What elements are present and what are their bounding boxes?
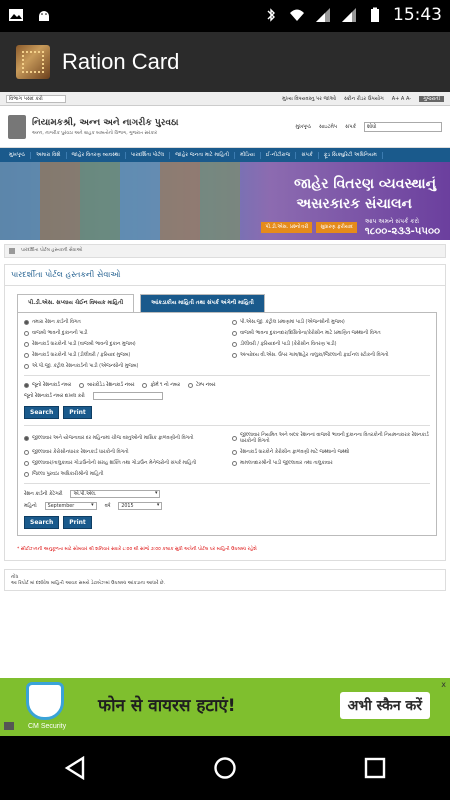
note-title: નોંધ bbox=[11, 575, 19, 580]
ad-brand: CM Security bbox=[28, 723, 67, 730]
card-category-row bbox=[24, 490, 430, 498]
tab-supply-chain[interactable]: પી.ડી.એસ. સપ્લાય ચેઈન વિષયક માહિતી bbox=[17, 294, 134, 312]
ad-cta-button[interactable]: अभी स्कैन करें bbox=[340, 692, 430, 719]
divider bbox=[24, 375, 430, 376]
radio[interactable] bbox=[24, 342, 29, 347]
radio-selected[interactable] bbox=[24, 436, 29, 441]
divider bbox=[24, 483, 430, 484]
language-button[interactable]: ગુજરાતી bbox=[419, 96, 444, 102]
print-button[interactable]: Print bbox=[63, 406, 92, 419]
breadcrumb-text: પારદર્શિતા પોર્ટલ હસ્તકની સેવાઓ bbox=[21, 248, 83, 253]
banner-line2: અસરકારક સંચાલન bbox=[296, 196, 412, 212]
nav-item-about[interactable]: અમારા વિશે bbox=[31, 152, 66, 159]
year-label: વર્ષ bbox=[104, 504, 111, 509]
year-select[interactable]: 2015 ▾ bbox=[118, 502, 162, 510]
option-item[interactable] bbox=[24, 330, 222, 336]
radio[interactable] bbox=[232, 331, 237, 336]
option-label: મામલતદારશ્રીની પાડી જીલ્લાવાર તથા તાલુકાવાર bbox=[240, 461, 333, 466]
font-size-controls[interactable]: A+ A A- bbox=[391, 95, 412, 102]
ration-no-input[interactable] bbox=[93, 392, 163, 400]
radio[interactable] bbox=[232, 353, 237, 358]
home-button[interactable] bbox=[195, 748, 255, 788]
nav-item-home[interactable]: મુખપૃષ્ઠ bbox=[4, 152, 31, 159]
search-type-option[interactable] bbox=[142, 382, 180, 388]
banner-photos bbox=[0, 162, 240, 240]
home-icon bbox=[213, 756, 237, 780]
radio[interactable] bbox=[24, 472, 29, 477]
option-item[interactable] bbox=[24, 363, 222, 369]
radio[interactable] bbox=[24, 353, 29, 358]
home-icon[interactable] bbox=[9, 248, 15, 254]
month-year-row bbox=[24, 502, 430, 510]
ration-no-row bbox=[24, 392, 430, 400]
site-header bbox=[0, 106, 450, 148]
tab-bar bbox=[17, 294, 437, 312]
options-group-1 bbox=[24, 319, 430, 369]
radio[interactable] bbox=[24, 364, 29, 369]
header-link-home[interactable]: મુખપૃષ્ઠ bbox=[295, 123, 311, 130]
signal-icon-2 bbox=[341, 7, 357, 23]
radio[interactable] bbox=[24, 331, 29, 336]
option-label: જિલ્લા પુરવઠા અધિકારીશ્રીની માહિતી bbox=[32, 472, 104, 477]
option-label: જીલ્લાવાર નિયમિત અને બલ્ક રેશનનાં વાજબી ભાવની દુકાનના વિતરકોની નિયમનકારક રેશનકાર્ડ ધારકોની વિગતો bbox=[240, 433, 429, 444]
option-label: ફોર્મ ૧ નો નંબર bbox=[150, 383, 181, 388]
system-nav-bar bbox=[0, 736, 450, 800]
option-item[interactable] bbox=[24, 432, 222, 444]
note-text: આ રિપોર્ટ માં દર્શાવેલ માહિતી આવક સમયે ડેટાબેઝમાં ઉપલબ્ધ આંકડાના આધારે છે. bbox=[11, 581, 165, 586]
month-label: મહિનો bbox=[24, 504, 37, 509]
ration-no-label: જૂનો રેશનકાર્ડ નંબર દાખલ કરો bbox=[24, 394, 85, 399]
option-item[interactable] bbox=[232, 449, 430, 455]
radio-selected[interactable] bbox=[24, 320, 29, 325]
banner-line1: જાહેર વિતરણ વ્યવસ્થાનું bbox=[294, 176, 436, 192]
radio-selected[interactable] bbox=[24, 383, 29, 388]
tab-statistics[interactable]: આંકડાકીય માહિતી તથા સંપર્ક અંગેની માહિતી bbox=[140, 294, 265, 312]
tollfree-block bbox=[365, 218, 440, 237]
print-button-2[interactable]: Print bbox=[63, 516, 92, 529]
month-select[interactable]: September ▾ bbox=[45, 502, 97, 510]
govt-emblem-icon bbox=[8, 115, 26, 139]
option-label: પી.એસ.જી. કંટ્રોલ પ્રમાણમાં પાડી (એજન્સીની મુજબ) bbox=[240, 320, 345, 325]
search-button[interactable]: Search bbox=[24, 406, 59, 419]
option-label: જૂનો રેશનકાર્ડ નંબર bbox=[32, 383, 72, 388]
nav-item-food-security[interactable]: ફૂડ સિક્યુરિટી અધિનિયમ bbox=[319, 152, 383, 159]
tollfree-number: ૧૮૦૦-૨૩૩-૫૫૦૦ bbox=[364, 226, 440, 237]
option-item[interactable] bbox=[232, 432, 430, 444]
signal-icon-1 bbox=[315, 7, 331, 23]
radio[interactable] bbox=[232, 436, 237, 441]
top-strip bbox=[0, 92, 450, 106]
option-label: જીલ્લાવાર અને યોજનાવાર દર મહિનામાં ચીજ વસ્તુઓની માસિક ફાળવણીની વિગતો bbox=[32, 436, 194, 441]
cm-security-logo bbox=[26, 682, 78, 734]
option-label: રેશનકાર્ડ ધારકોની પાડી (વાજબી ભાવની દુકાન મુજબ) bbox=[32, 342, 136, 347]
divider bbox=[24, 425, 430, 426]
nav-item-e-niti[interactable]: ઈ-નીટીરાજ bbox=[261, 152, 297, 159]
skip-to-content-link[interactable]: મુખ્ય વિષયવસ્તુ પર જાઓ bbox=[282, 95, 337, 102]
option-label: જીલ્લાવાર કેરોસીનધારક રેશનકાર્ડ ધારકોની વિગતો bbox=[32, 450, 129, 455]
ration-card-app-icon bbox=[16, 45, 50, 79]
pds-faq-button[interactable]: પી.ડી.એસ. પ્રશ્નોત્તરી bbox=[261, 222, 312, 233]
department-subtitle: અન્ન, નાગરીક પુરવઠા અને ગ્રાહક બાબતોનો વિભાગ, ગુજરાત સરકાર bbox=[32, 130, 158, 136]
card-category-label: રેશન કાર્ડની કેટેગરી bbox=[24, 492, 63, 497]
tollfree-label: આપ અમને સંપર્ક કરો bbox=[364, 218, 419, 225]
card-category-select[interactable]: એ.પી.એલ. ▾ bbox=[70, 490, 160, 498]
photo-icon bbox=[8, 7, 24, 23]
option-item[interactable] bbox=[232, 330, 430, 336]
option-item[interactable] bbox=[232, 319, 430, 325]
app-bar bbox=[0, 32, 450, 92]
shield-icon bbox=[26, 682, 64, 720]
radio[interactable] bbox=[24, 450, 29, 455]
wifi-icon bbox=[289, 7, 305, 23]
screen-reader-link[interactable]: સ્ક્રીન રીડર ઉપયોગ bbox=[344, 95, 384, 102]
timing-notice: * સીટીઝનની અનુકૂળતા માટે સોમવાર થી શનિવાર સવારે ૮:૦૦ થી સાંજે ૭:૦૦ કલાક સુધી અત્રેની પોર્ટલ પર માહિતી ઉપલબ્ધ રહેશે bbox=[17, 547, 257, 552]
android-icon bbox=[36, 7, 52, 23]
radio[interactable] bbox=[24, 461, 29, 466]
nav-item-contact[interactable]: સંપર્ક bbox=[296, 152, 318, 159]
status-bar bbox=[0, 0, 450, 32]
option-label: ટેમ્પ નંબર bbox=[196, 383, 216, 388]
search-type-option[interactable] bbox=[188, 382, 215, 388]
option-item[interactable] bbox=[24, 460, 222, 466]
option-label: ડીલીવરી / ફરિયાદની પાડી (કેરોસીન વિતરણ પાડી) bbox=[240, 342, 337, 347]
option-item[interactable] bbox=[24, 449, 222, 455]
department-name: નિયામકશ્રી, અન્ન અને નાગરીક પુરવઠા bbox=[32, 117, 179, 128]
nav-item-transparency[interactable]: પારદર્શિતા પોર્ટલ bbox=[126, 152, 170, 159]
nav-item-public-info[interactable]: જાહેર જનતા માટે માહિતી bbox=[170, 152, 235, 159]
site-search-input[interactable]: શોધો bbox=[364, 122, 442, 132]
battery-icon bbox=[367, 7, 383, 23]
app-title: Ration Card bbox=[62, 49, 180, 74]
option-label: બારકોડેડ રેશનકાર્ડ નંબર bbox=[87, 383, 135, 388]
breadcrumb bbox=[4, 244, 446, 258]
search-button-2[interactable]: Search bbox=[24, 516, 59, 529]
note-box bbox=[4, 569, 446, 591]
department-select[interactable]: વિભાગ પસંદ કરો bbox=[6, 95, 66, 103]
option-item[interactable] bbox=[24, 341, 222, 347]
services-panel bbox=[4, 264, 446, 561]
bluetooth-icon bbox=[263, 7, 279, 23]
search-type-row bbox=[24, 382, 430, 388]
option-label: વાજબી ભાવના દુકાનદાર/દિક્ષિતોના/કેરોસીન માટે પ્રમાણિત જથ્થાની વિગત bbox=[240, 331, 381, 336]
recents-button[interactable] bbox=[345, 748, 405, 788]
ad-banner[interactable] bbox=[0, 678, 450, 736]
option-item[interactable] bbox=[24, 471, 222, 477]
hero-banner bbox=[0, 162, 450, 240]
option-label: તમારા રેશન કાર્ડની વિગત bbox=[32, 320, 81, 325]
ad-text: फोन से वायरस हटाएं! bbox=[98, 696, 236, 716]
option-label: અંત્યોદય વી.એસ. ઉપર ગામ/શહેર તાલુકા/જિલ્લાની ફાઈનલ સ્ટોકની વિગતો bbox=[240, 353, 389, 358]
radio[interactable] bbox=[232, 461, 237, 466]
panel-title: પારદર્શીતા પોર્ટલ હસ્તકની સેવાઓ bbox=[5, 265, 445, 286]
option-label: એ.પી.જી. કંટ્રોલ રેશનકાર્ડની પાડી (એજન્સીની મુજબ) bbox=[32, 364, 139, 369]
radio[interactable] bbox=[79, 383, 84, 388]
search-type-option[interactable] bbox=[79, 382, 134, 388]
clock-time: 15:43 bbox=[393, 5, 442, 25]
radio[interactable] bbox=[232, 450, 237, 455]
radio[interactable] bbox=[188, 383, 193, 388]
radio[interactable] bbox=[232, 320, 237, 325]
main-nav bbox=[0, 148, 450, 162]
header-link-contact[interactable]: સંપર્ક bbox=[345, 123, 356, 130]
radio[interactable] bbox=[142, 383, 147, 388]
nav-item-media[interactable]: મીડિયા bbox=[235, 152, 261, 159]
option-item[interactable] bbox=[24, 319, 222, 325]
option-label: વાજબી ભાવની દુકાનની પાડી bbox=[32, 331, 88, 336]
options-group-2 bbox=[24, 432, 430, 477]
back-button[interactable] bbox=[45, 748, 105, 788]
option-label: રેશનકાર્ડ ધારકોની પાડી (ડીલીવરી / ફરિયાદ મુજબ) bbox=[32, 353, 131, 358]
search-type-option[interactable] bbox=[24, 382, 71, 388]
webview[interactable] bbox=[0, 92, 450, 678]
tab-body bbox=[17, 312, 437, 536]
ad-image-icon bbox=[4, 722, 14, 730]
ad-close-icon[interactable]: x bbox=[441, 680, 446, 689]
header-link-sitemap[interactable]: સાઇટમેપ bbox=[318, 123, 338, 130]
option-label: રેશનકાર્ડ ધારકોને કેરોસીન ફાળવણી માટે જથ્થાનો જથ્થો bbox=[240, 450, 350, 455]
back-icon bbox=[64, 756, 86, 780]
option-item[interactable] bbox=[232, 460, 430, 466]
recents-icon bbox=[364, 757, 386, 779]
option-item[interactable] bbox=[232, 341, 430, 347]
radio[interactable] bbox=[232, 342, 237, 347]
nav-item-pds[interactable]: જાહેર વિતરણ વ્યવસ્થા bbox=[67, 152, 126, 159]
option-item[interactable] bbox=[24, 352, 222, 358]
complaint-button[interactable]: સુધારણ ફરીયાદ bbox=[316, 222, 357, 233]
option-item[interactable] bbox=[232, 352, 430, 358]
option-label: જીલ્લાવાર/તાલુકાવાર ગોડાઉનોની સંગ્રહ શક્તિ તથા ગોડાઉન મેનેજરોની સંપર્ક માહિતી bbox=[32, 461, 197, 466]
